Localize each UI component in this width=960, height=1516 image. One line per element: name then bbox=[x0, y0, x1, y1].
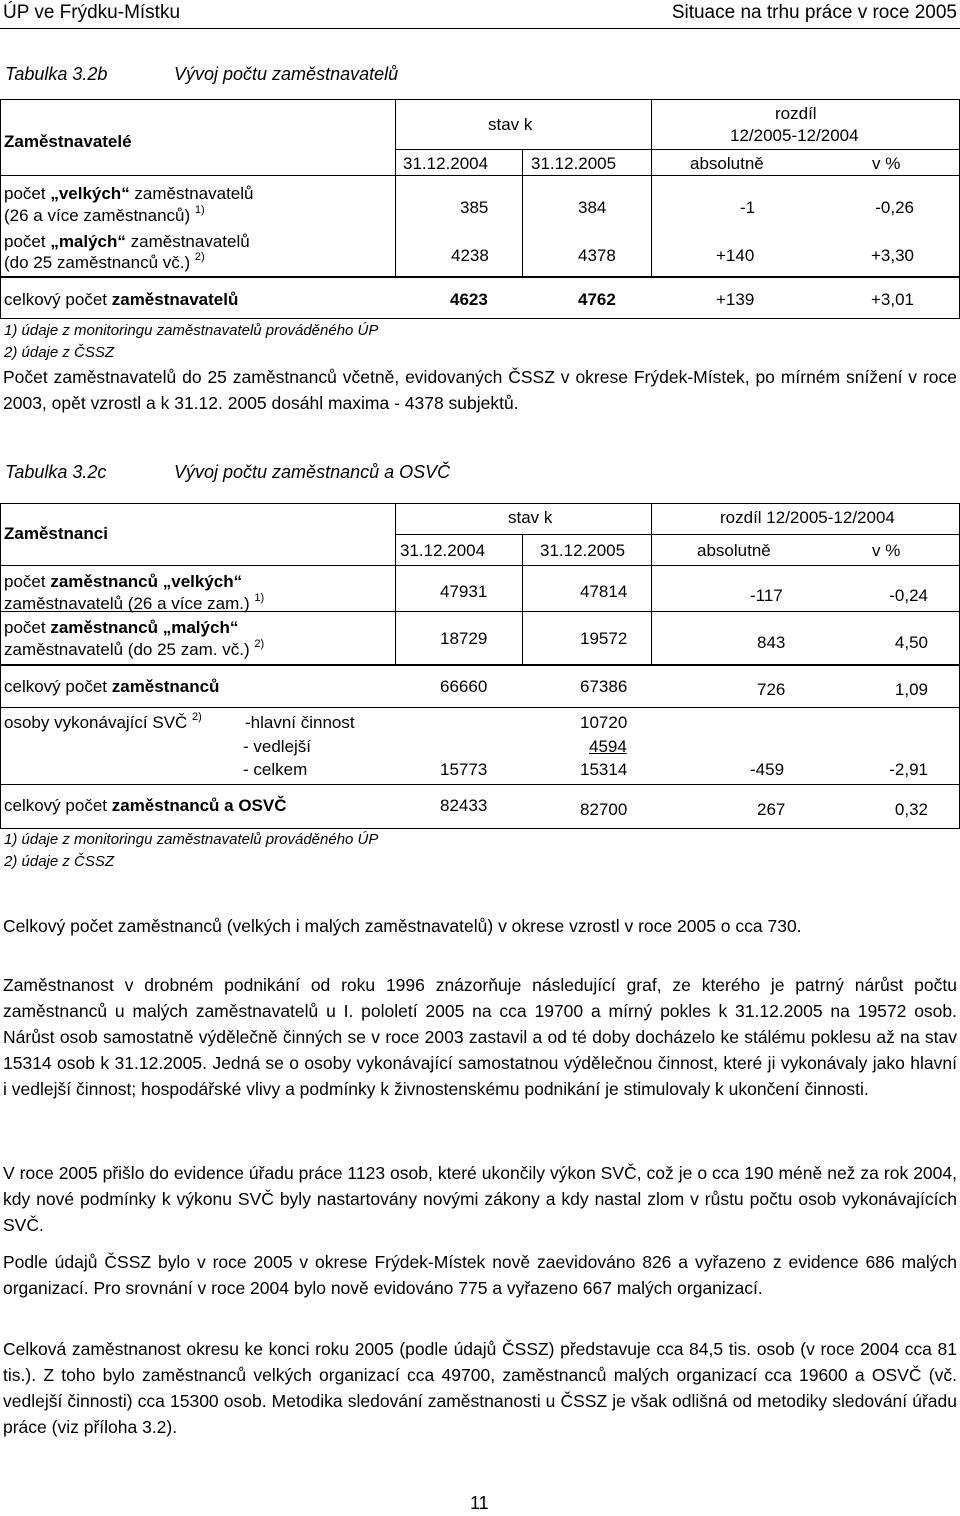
col-2005: 31.12.2005 bbox=[531, 154, 617, 173]
row-small-label: počet „malých“ zaměstnavatelů bbox=[4, 232, 250, 251]
row-large-emp-abs: -117 bbox=[750, 586, 783, 605]
row-small-emp-2004: 18729 bbox=[440, 629, 488, 648]
osvc-total-2004: 15773 bbox=[440, 760, 488, 779]
row-total-pct: +3,01 bbox=[870, 290, 914, 309]
col-pct-2c: v % bbox=[872, 541, 901, 560]
row-large-label: počet „velkých“ zaměstnavatelů bbox=[4, 184, 254, 203]
row-small-emp-pct: 4,50 bbox=[894, 633, 928, 652]
row-large-2005: 384 bbox=[578, 198, 607, 217]
row-small-2005: 4378 bbox=[578, 246, 616, 265]
col-group-label: Zaměstnavatelé bbox=[4, 132, 132, 151]
row-large-emp-2005: 47814 bbox=[580, 582, 628, 601]
row-large-sublabel: (26 a více zaměstnanců) $^{1)}$ bbox=[4, 204, 205, 225]
paragraph-employers: Počet zaměstnavatelů do 25 zaměstnanců včetně, evidovaných ČSSZ v okrese Frýdek-Místek, po mírném snížení v roce 2003, opět vzrostl a k 31.12. 2005 dosáhl maxima - 4378 subjektů. bbox=[3, 367, 957, 413]
row-small-abs: +140 bbox=[716, 246, 755, 265]
row-total-emp-2004: 66660 bbox=[440, 677, 488, 696]
header-right: Situace na trhu práce v roce 2005 bbox=[671, 2, 957, 23]
footnote-2c-2: 2) údaje z ČSSZ bbox=[4, 853, 115, 870]
osvc-total-2005: 15314 bbox=[580, 760, 628, 779]
osvc-main-label: -hlavní činnost bbox=[245, 713, 355, 732]
col-2005-2c: 31.12.2005 bbox=[540, 541, 626, 560]
footnote-2b-2: 2) údaje z ČSSZ bbox=[4, 344, 115, 361]
table-2b-title: Vývoj počtu zaměstnavatelů bbox=[174, 64, 399, 84]
row-small-emp-sublabel: zaměstnavatelů (do 25 zam. vč.) $^{2)}$ bbox=[4, 638, 265, 659]
osvc-side-label: - vedlejší bbox=[243, 737, 312, 756]
paragraph-1: Celkový počet zaměstnanců (velkých i malých zaměstnavatelů) v okrese vzrostl v roce 2005 o cca 730. bbox=[3, 916, 802, 936]
footnote-2c-1: 1) údaje z monitoringu zaměstnavatelů prováděného ÚP bbox=[4, 831, 379, 848]
col-abs: absolutně bbox=[690, 154, 764, 173]
osvc-side-2005: 4594 bbox=[589, 737, 627, 756]
paragraph-2: Zaměstnanost v drobném podnikání od roku 1996 znázorňuje následující graf, ze kterého je patrný nárůst počtu zaměstnanců u malých zaměstnavatelů u I. pololetí 2005 na cca 19700 a mírný pokles k 31.12.2005 na 19572 osob. Nárůst osob samostatně výdělečně činných se v roce 2003 zastavil a od té doby docházelo ke stálému poklesu až na stav 15314 osob k 31.12.2005. Jedná se o osoby vykonávající samostatnou výdělečnou činnost, které ji vykonávaly jako hlavní i vedlejší činnost; hospodářské vlivy a podmínky k živnostenskému podnikání je stimulovaly k ukončení činnosti. bbox=[3, 975, 957, 1099]
footnote-2b-1: 1) údaje z monitoringu zaměstnavatelů prováděného ÚP bbox=[4, 322, 379, 339]
row-total-emp-pct: 1,09 bbox=[894, 680, 928, 699]
row-grand-abs: 267 bbox=[757, 800, 786, 819]
col-pct: v % bbox=[872, 154, 901, 173]
row-total-label: celkový počet zaměstnavatelů bbox=[4, 290, 239, 309]
table-2c-label: Tabulka 3.2c bbox=[5, 462, 107, 482]
row-grand-label: celkový počet zaměstnanců a OSVČ bbox=[4, 796, 287, 815]
row-total-abs: +139 bbox=[716, 290, 755, 309]
stav-k-header: stav k bbox=[488, 115, 533, 134]
row-total-2005: 4762 bbox=[578, 290, 616, 309]
row-total-emp-abs: 726 bbox=[757, 680, 786, 699]
row-large-emp-label: počet zaměstnanců „velkých“ bbox=[4, 572, 243, 591]
rozdil-header: rozdíl bbox=[775, 104, 817, 123]
header-left: ÚP ve Frýdku-Místku bbox=[3, 2, 181, 23]
row-grand-2005: 82700 bbox=[580, 800, 628, 819]
paragraph-4: Podle údajů ČSSZ bylo v roce 2005 v okrese Frýdek-Místek nově zaevidováno 826 a vyřazeno z evidence 686 malých organizací. Pro srovnání v roce 2004 bylo nově evidováno 775 a vyřazeno 667 malých organizací. bbox=[3, 1252, 957, 1298]
row-grand-2004: 82433 bbox=[440, 796, 488, 815]
col-abs-2c: absolutně bbox=[697, 541, 771, 560]
row-small-sublabel: (do 25 zaměstnanců vč.) $^{2)}$ bbox=[4, 251, 205, 272]
row-large-emp-sublabel: zaměstnavatelů (26 a více zam.) $^{1)}$ bbox=[4, 592, 265, 613]
row-large-emp-2004: 47931 bbox=[440, 582, 488, 601]
row-large-pct: -0,26 bbox=[875, 198, 914, 217]
row-small-emp-label: počet zaměstnanců „malých“ bbox=[4, 618, 239, 637]
paragraph-3: V roce 2005 přišlo do evidence úřadu práce 1123 osob, které ukončily výkon SVČ, což je o cca 190 méně než za rok 2004, kdy nové podmínky k výkonu SVČ byly nastartovány novými zákony a kdy nastal zlom v růstu počtu osob vykonávajících SVČ. bbox=[3, 1163, 957, 1235]
osvc-main-2005: 10720 bbox=[580, 713, 628, 732]
row-small-emp-2005: 19572 bbox=[580, 629, 628, 648]
rozdil-period: 12/2005-12/2004 bbox=[730, 126, 859, 145]
rozdil-header-2c: rozdíl 12/2005-12/2004 bbox=[720, 508, 895, 527]
row-total-emp-label: celkový počet zaměstnanců bbox=[4, 677, 220, 696]
table-2b-label: Tabulka 3.2b bbox=[5, 64, 108, 84]
osvc-label: osoby vykonávající SVČ $^{2)}$ bbox=[4, 711, 202, 732]
osvc-total-pct: -2,91 bbox=[889, 760, 928, 779]
table-2c-title: Vývoj počtu zaměstnanců a OSVČ bbox=[174, 462, 451, 482]
osvc-total-abs: -459 bbox=[750, 760, 785, 779]
row-large-emp-pct: -0,24 bbox=[889, 586, 928, 605]
col-2004-2c: 31.12.2004 bbox=[400, 541, 486, 560]
paragraph-5: Celková zaměstnanost okresu ke konci roku 2005 (podle údajů ČSSZ) představuje cca 84,5 tis. osob (v roce 2004 cca 81 tis.). Z toho bylo zaměstnanců velkých organizací cca 49700, zaměstnanců malých organizací cca 19600 a OSVČ (vč. vedlejší činnosti) cca 15300 osob. Metodika sledování zaměstnanosti u ČSSZ je však odlišná od metodiky sledování úřadu práce (viz příloha 3.2). bbox=[3, 1339, 957, 1437]
row-large-abs: -1 bbox=[740, 198, 756, 217]
row-total-2004: 4623 bbox=[450, 290, 488, 309]
row-small-2004: 4238 bbox=[451, 246, 489, 265]
row-small-pct: +3,30 bbox=[870, 246, 914, 265]
col-2004: 31.12.2004 bbox=[403, 154, 489, 173]
row-small-emp-abs: 843 bbox=[757, 633, 786, 652]
row-total-emp-2005: 67386 bbox=[580, 677, 628, 696]
row-grand-pct: 0,32 bbox=[894, 800, 928, 819]
page-number: 11 bbox=[470, 1493, 489, 1513]
osvc-total-label: - celkem bbox=[243, 760, 308, 779]
col-group-label-2c: Zaměstnanci bbox=[4, 524, 108, 543]
stav-k-header-2c: stav k bbox=[508, 508, 553, 527]
row-large-2004: 385 bbox=[460, 198, 489, 217]
